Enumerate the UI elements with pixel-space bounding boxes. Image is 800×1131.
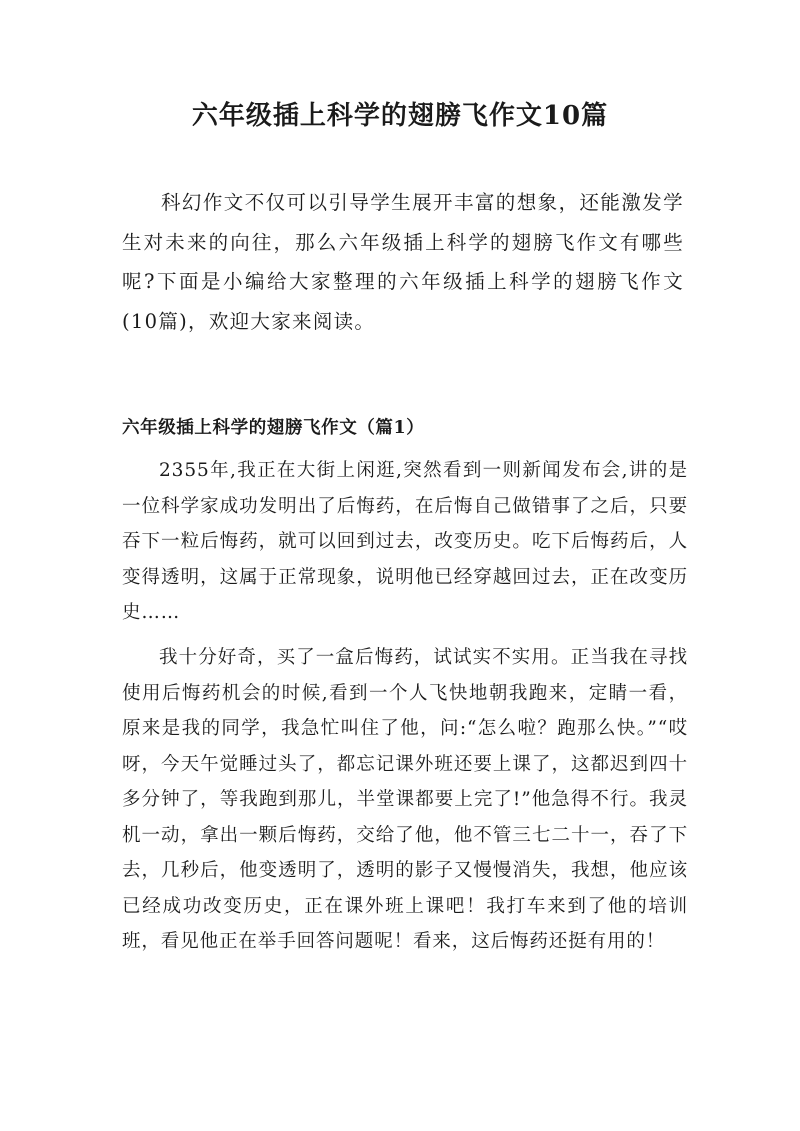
document-title: 六年级插上科学的翅膀飞作文10篇 [191, 101, 609, 131]
body-paragraph-1: 2355年,我正在大街上闲逛,突然看到一则新闻发布会,讲的是一位科学家成功发明出了后悔药，在后悔自己做错事了之后，只要吞下一粒后悔药，就可以回到过去，改变历史。吃下后悔药后，人变得透明，这属于正常现象，说明他已经穿越回过去，正在改变历史…… [122, 460, 688, 623]
body-paragraph-2: 我十分好奇，买了一盒后悔药，试试实不实用。正当我在寻找使用后悔药机会的时候,看到一个人飞快地朝我跑来，定睛一看，原来是我的同学，我急忙叫住了他，问:“怎么啦？跑那么快。”“哎呀，今天午觉睡过头了，都忘记课外班还要上课了，这都迟到四十多分钟了，等我跑到那儿，半堂课都要上完了!”他急得不行。我灵机一动，拿出一颗后悔药，交给了他，他不管三七二十一，吞了下去，几秒后，他变透明了，透明的影子又慢慢消失，我想，他应该已经成功改变历史，正在课外班上课吧！我打车来到了他的培训班，看见他正在举手回答问题呢！看来，这后悔药还挺有用的！ [122, 647, 688, 952]
section-heading: 六年级插上科学的翅膀飞作文（篇1） [122, 418, 425, 438]
intro-paragraph: 科幻作文不仅可以引导学生展开丰富的想象，还能激发学生对未来的向往，那么六年级插上科学的翅膀飞作文有哪些呢?下面是小编给大家整理的六年级插上科学的翅膀飞作文(10篇)，欢迎大家来阅读。 [122, 191, 684, 333]
